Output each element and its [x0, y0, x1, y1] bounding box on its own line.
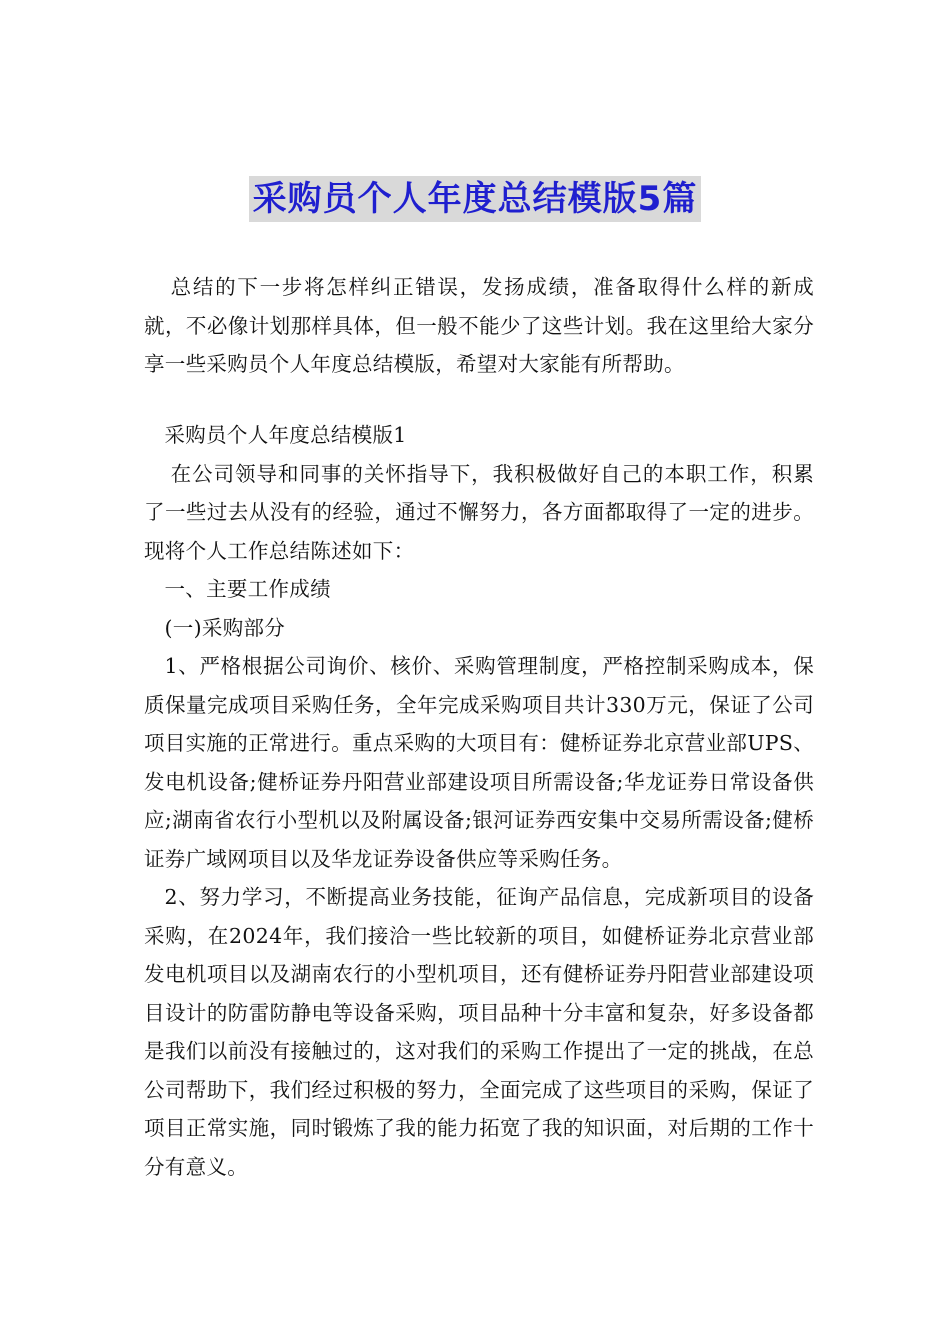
document-title: 采购员个人年度总结模版5篇	[249, 176, 702, 222]
title-container	[0, 176, 950, 222]
section-heading: 采购员个人年度总结模版1	[164, 423, 407, 447]
paragraph: 在公司领导和同事的关怀指导下，我积极做好自己的本职工作，积累了一些过去从没有的经验，通过不懈努力，各方面都取得了一定的进步。现将个人工作总结陈述如下：	[144, 461, 814, 563]
subheading: 一、主要工作成绩	[164, 577, 331, 601]
subheading: (一)采购部分	[164, 615, 286, 640]
paragraph: 2、努力学习，不断提高业务技能，征询产品信息，完成新项目的设备采购，在2024年，我们接洽一些比较新的项目，如健桥证券北京营业部发电机项目以及湖南农行的小型机项目，还有健桥证券丹阳营业部建设项目设计的防雷防静电等设备采购，项目品种十分丰富和复杂，好多设备都是我们以前没有接触过的，这对我们的采购工作提出了一定的挑战，在总公司帮助下，我们经过积极的努力，全面完成了这些项目的采购，保证了项目正常实施，同时锻炼了我的能力拓宽了我的知识面，对后期的工作十分有意义。	[144, 885, 814, 1179]
intro-paragraph: 总结的下一步将怎样纠正错误，发扬成绩，准备取得什么样的新成就，不必像计划那样具体，但一般不能少了这些计划。我在这里给大家分享一些采购员个人年度总结模版，希望对大家能有所帮助。	[144, 275, 814, 376]
paragraph: 1、严格根据公司询价、核价、采购管理制度，严格控制采购成本，保质保量完成项目采购任务，全年完成采购项目共计330万元，保证了公司项目实施的正常进行。重点采购的大项目有：健桥证券北京营业部UPS、发电机设备;健桥证券丹阳营业部建设项目所需设备;华龙证券日常设备供应;湖南省农行小型机以及附属设备;银河证券西安集中交易所需设备;健桥证券广域网项目以及华龙证券设备供应等采购任务。	[144, 654, 815, 871]
section-1	[144, 416, 814, 1186]
intro-block	[144, 268, 814, 384]
